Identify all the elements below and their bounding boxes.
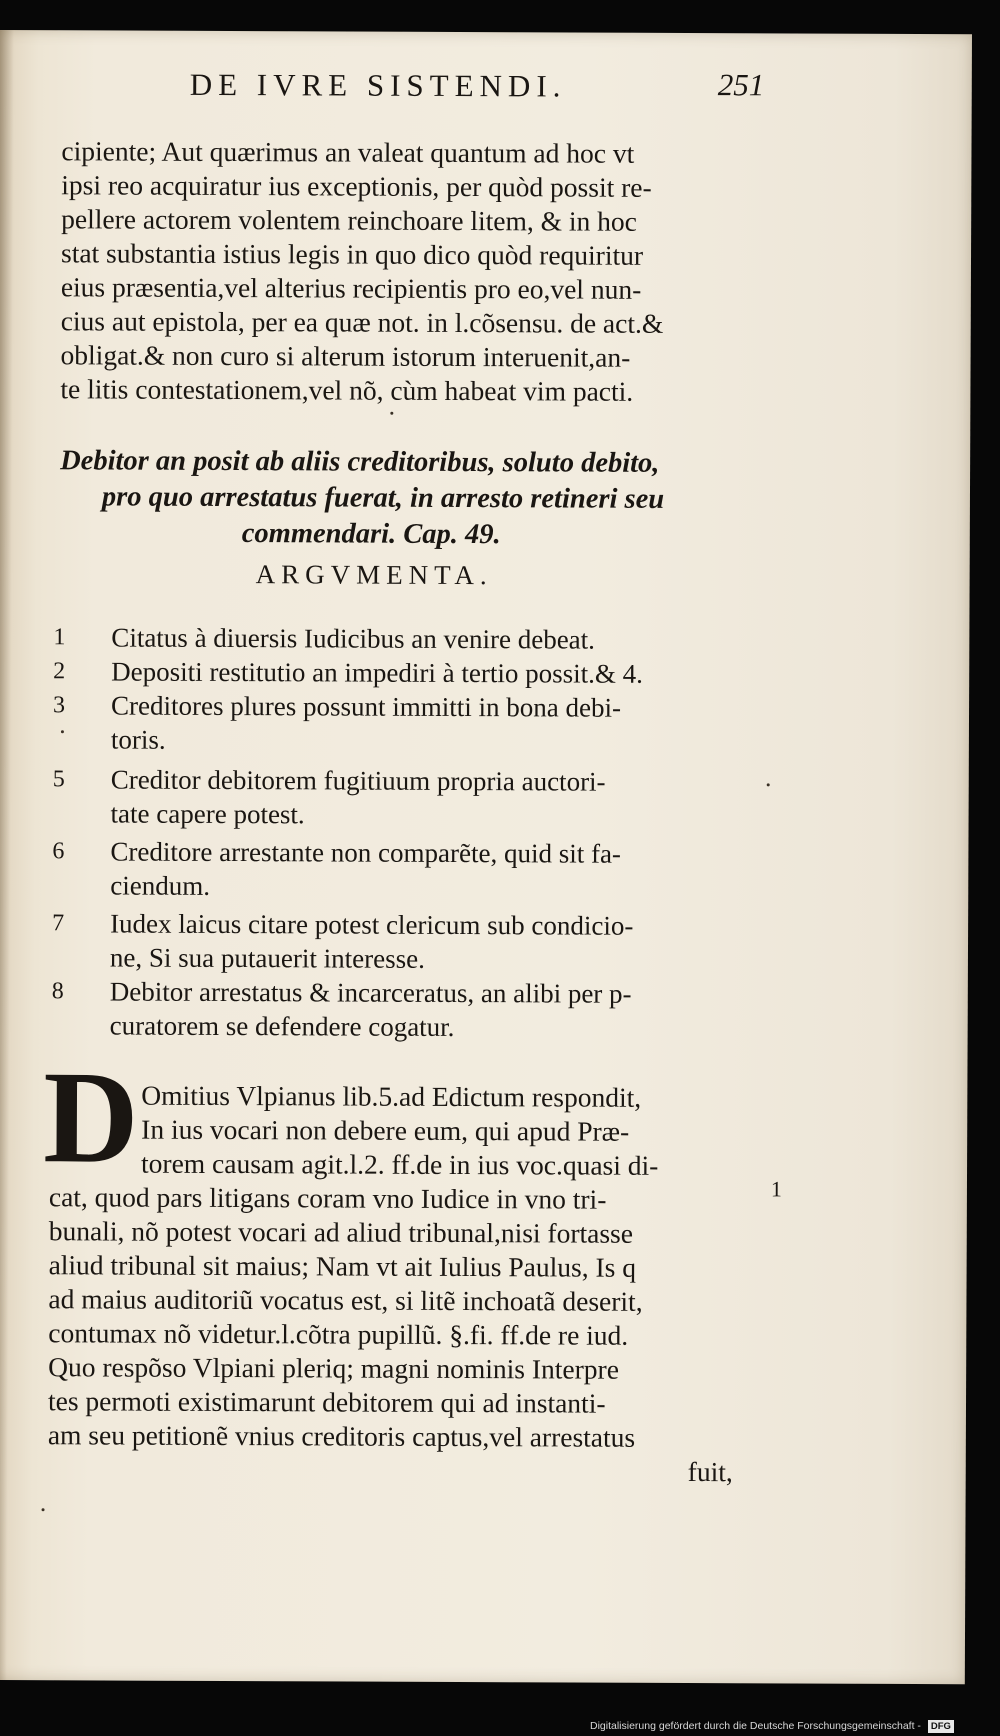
- argument-number: 6: [52, 838, 65, 865]
- argument-line: Creditores plures possunt immitti in bona debi-: [110, 690, 622, 723]
- text-line: bunali, nõ potest vocari ad aliud tribunal,nisi fortasse: [48, 1215, 634, 1249]
- page-number: 251: [717, 67, 765, 103]
- credit-text: Digitalisierung gefördert durch die Deutsche Forschungsgemeinschaft -: [590, 1720, 921, 1732]
- text-line: fuit,: [687, 1456, 733, 1488]
- text-line: tes permoti existimarunt debitorem qui ad instanti-: [47, 1385, 606, 1419]
- argument-line: Debitor arrestatus & incarceratus, an alibi per p-: [109, 976, 632, 1009]
- text-line: cipiente; Aut quærimus an valeat quantum ad hoc vt: [61, 135, 635, 169]
- argumenta-title: ARGVMENTA.: [255, 559, 493, 591]
- argument-number: 3: [52, 692, 66, 719]
- heading-line: pro quo arrestatus fuerat, in arresto retineri seu: [101, 481, 665, 515]
- argument-line: Iudex laicus citare potest clericum sub condicio-: [110, 908, 634, 941]
- paper-speck: [390, 412, 393, 415]
- text-line: ipsi reo acquiratur ius exceptionis, per quòd possit re-: [61, 169, 652, 203]
- argument-number: 8: [51, 978, 64, 1005]
- text-line: am seu petitionẽ vnius creditoris captus,vel arrestatus: [47, 1419, 636, 1453]
- paper-speck: [767, 783, 770, 786]
- argument-line: Citatus à diuersis Iudicibus an venire debeat.: [111, 622, 596, 655]
- argument-line: Creditore arrestante non comparẽte, quid sit fa-: [110, 836, 622, 869]
- drop-cap: D: [42, 1043, 139, 1191]
- digitization-credit: [590, 1718, 990, 1734]
- argument-line: Depositi restitutio an impediri à tertio possit.& 4.: [111, 656, 643, 689]
- heading-line: Debitor an posit ab aliis creditoribus, soluto debito,: [60, 445, 660, 479]
- text-line: Quo respõso Vlpiani pleriq; magni nominis Interpre: [48, 1351, 620, 1385]
- argument-line: Creditor debitorem fugitiuum propria auctori-: [110, 764, 606, 797]
- argument-line: ne, Si sua putauerit interesse.: [109, 942, 425, 974]
- text-line: aliud tribunal sit maius; Nam vt ait Iulius Paulus, Is q: [48, 1249, 637, 1283]
- paper-speck: [61, 730, 64, 733]
- text-line: pellere actorem volentem reinchoare litem, & in hoc: [61, 203, 637, 237]
- gutter-shadow: [0, 30, 14, 1680]
- text-line: ad maius auditoriũ vocatus est, si litẽ inchoatã deserit,: [48, 1283, 643, 1317]
- argument-number: 1: [53, 624, 66, 651]
- text-line: te litis contestationem,vel nõ, cùm habeat vim pacti.: [60, 373, 634, 407]
- text-line: cius aut epistola, per ea quæ not. in l.cõsensu. de act.&: [60, 305, 664, 339]
- argument-number: 2: [53, 658, 66, 685]
- argument-line: curatorem se defendere cogatur.: [109, 1010, 455, 1042]
- text-line: torem causam agit.l.2. ff.de in ius voc.quasi di-: [140, 1147, 659, 1181]
- text-line: Omitius Vlpianus lib.5.ad Edictum respondit,: [141, 1079, 642, 1113]
- dfg-logo: DFG: [928, 1720, 954, 1733]
- heading-line: commendari. Cap. 49.: [241, 518, 501, 551]
- argument-line: tate capere potest.: [110, 798, 305, 830]
- text-line: cat, quod pars litigans coram vno Iudice in vno tri-: [48, 1181, 607, 1215]
- book-page: [0, 30, 972, 1684]
- argument-number: 7: [52, 910, 65, 937]
- text-line: obligat.& non curo si alterum istorum interuenit,an-: [60, 339, 631, 373]
- argument-line: ciendum.: [110, 870, 211, 901]
- text-line: In ius vocari non debere eum, qui apud Præ-: [141, 1113, 630, 1147]
- running-title: DE IVRE SISTENDI.: [189, 66, 567, 104]
- argument-line: toris.: [110, 724, 166, 755]
- running-head: [0, 66, 972, 110]
- text-line: stat substantia istius legis in quo dico quòd requiritur: [60, 237, 644, 271]
- marginal-note: 1: [770, 1176, 783, 1202]
- paper-speck: [42, 1508, 45, 1511]
- text-line: eius præsentia,vel alterius recipientis pro eo,vel nun-: [60, 271, 642, 305]
- text-line: contumax nõ videtur.l.cõtra pupillũ. §.fi. ff.de re iud.: [48, 1317, 629, 1351]
- argument-number: 5: [52, 766, 65, 793]
